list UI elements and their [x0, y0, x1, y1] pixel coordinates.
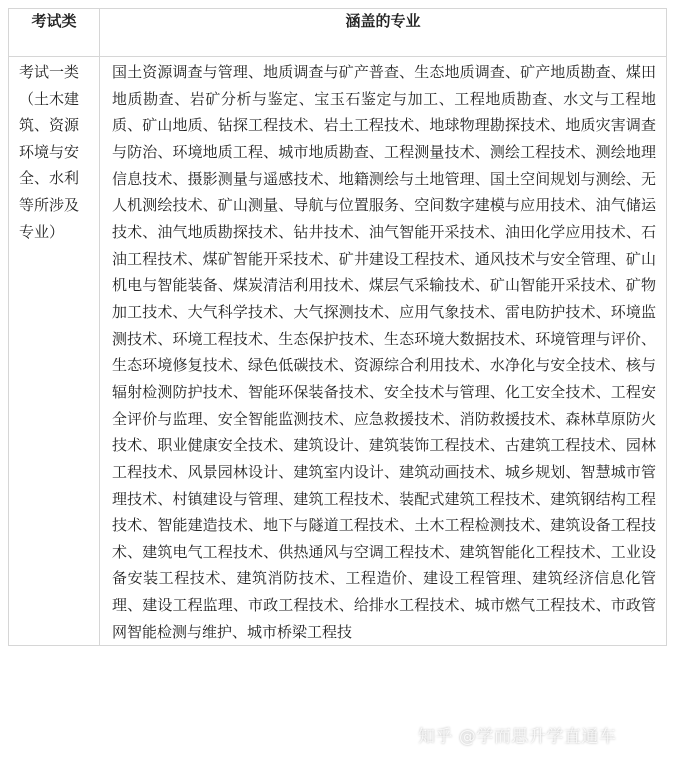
category-cell: 考试一类（土木建筑、资源环境与安全、水利等所涉及专业） [9, 57, 100, 646]
table-header-row [9, 9, 667, 57]
majors-table [8, 8, 667, 646]
watermark-text: 知乎 @学而思升学直通车 [418, 727, 617, 747]
table-row [9, 57, 667, 646]
header-category: 考试类 [9, 9, 100, 57]
majors-cell: 国土资源调查与管理、地质调查与矿产普查、生态地质调查、矿产地质勘查、煤田地质勘查、岩矿分析与鉴定、宝玉石鉴定与加工、工程地质勘查、水文与工程地质、矿山地质、钻探工程技术、岩土工程技术、地球物理勘探技术、地质灾害调查与防治、环境地质工程、城市地质勘查、工程测量技术、测绘工程技术、测绘地理信息技术、摄影测量与遥感技术、地籍测绘与土地管理、国土空间规划与测绘、无人机测绘技术、矿山测量、导航与位置服务、空间数字建模与应用技术、油气储运技术、油气地质勘探技术、钻井技术、油气智能开采技术、油田化学应用技术、石油工程技术、煤矿智能开采技术、矿井建设工程技术、通风技术与安全管理、矿山机电与智能装备、煤炭清洁利用技术、煤层气采输技术、矿山智能开采技术、矿物加工技术、大气科学技术、大气探测技术、应用气象技术、雷电防护技术、环境监测技术、环境工程技术、生态保护技术、生态环境大数据技术、环境管理与评价、生态环境修复技术、绿色低碳技术、资源综合利用技术、水净化与安全技术、核与辐射检测防护技术、智能环保装备技术、安全技术与管理、化工安全技术、工程安全评价与监理、安全智能监测技术、应急救援技术、消防救援技术、森林草原防火技术、职业健康安全技术、建筑设计、建筑装饰工程技术、古建筑工程技术、园林工程技术、风景园林设计、建筑室内设计、建筑动画技术、城乡规划、智慧城市管理技术、村镇建设与管理、建筑工程技术、装配式建筑工程技术、建筑钢结构工程技术、智能建造技术、地下与隧道工程技术、土木工程检测技术、建筑设备工程技术、建筑电气工程技术、供热通风与空调工程技术、建筑智能化工程技术、工业设备安装工程技术、建筑消防技术、工程造价、建设工程管理、建筑经济信息化管理、建设工程监理、市政工程技术、给排水工程技术、城市燃气工程技术、市政管网智能检测与维护、城市桥梁工程技 [100, 57, 667, 646]
header-majors: 涵盖的专业 [100, 9, 667, 57]
